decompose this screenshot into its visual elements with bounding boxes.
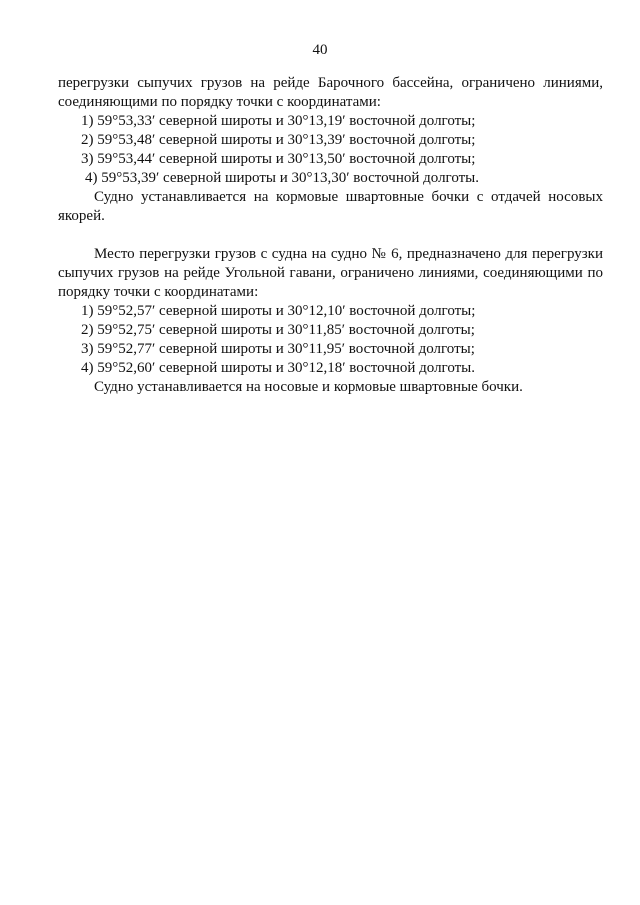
coordinate-item: 2) 59°53,48′ северной широты и 30°13,39′ восточной долготы;	[81, 132, 476, 148]
section-intro: перегрузки сыпучих грузов на рейде Барочного бассейна, ограничено линиями, соединяющими по порядку точки с координатами:	[58, 75, 603, 110]
document-body	[58, 74, 603, 397]
coordinate-item: 4) 59°53,39′ северной широты и 30°13,30′ восточной долготы.	[85, 170, 480, 186]
coordinate-item: 2) 59°52,75′ северной широты и 30°11,85′ восточной долготы;	[81, 322, 475, 338]
page-number: 40	[312, 42, 328, 58]
section-barochny-basin	[58, 74, 603, 226]
coordinate-item: 3) 59°52,77′ северной широты и 30°11,95′ восточной долготы;	[81, 341, 475, 357]
coordinate-item: 1) 59°53,33′ северной широты и 30°13,19′ восточной долготы;	[81, 113, 476, 129]
section-intro: Место перегрузки грузов с судна на судно № 6, предназначено для перегрузки сыпучих грузов на рейде Угольной гавани, ограничено линиями, соединяющими по порядку точки с координатами:	[58, 246, 603, 300]
coordinate-item: 3) 59°53,44′ северной широты и 30°13,50′ восточной долготы;	[81, 151, 476, 167]
section-divider	[58, 226, 603, 245]
mooring-note: Судно устанавливается на кормовые швартовные бочки с отдачей носовых якорей.	[58, 189, 603, 224]
section-ugolnaya-harbor	[58, 245, 603, 397]
mooring-note: Судно устанавливается на носовые и кормовые швартовные бочки.	[94, 379, 523, 395]
coordinate-item: 4) 59°52,60′ северной широты и 30°12,18′ восточной долготы.	[81, 360, 476, 376]
coordinate-item: 1) 59°52,57′ северной широты и 30°12,10′ восточной долготы;	[81, 303, 476, 319]
